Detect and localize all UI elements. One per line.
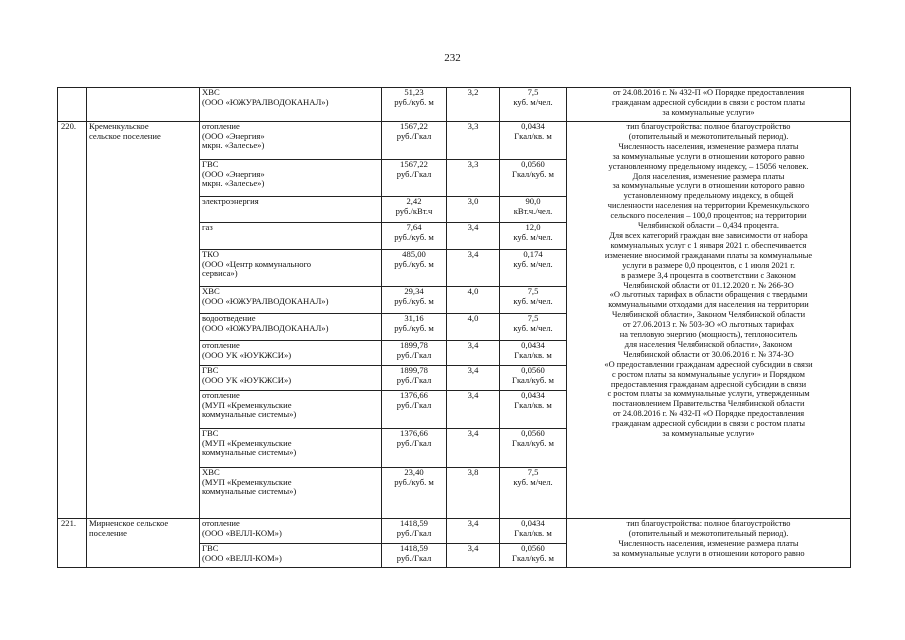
note-cell: тип благоустройства: полное благоустройство (отопительный и межотопительный период). Численность населения, изменение размера платы за коммунальные услуги в отношении которого равно установленному предельному индексу, – 15056 человек. Доля населения, изменение размера платы за коммунальные услуги в отношении которого равно установленному предельному индексу, в общей численности населения на территории Кременкульского сельского поселения – 100,0 процентов; на территории Челябинской области – 0,434 процента. Для всех категорий граждан вне зависимости от набора коммунальных услуг с 1 января 2021 г. обеспечивается изменение вносимой гражданами платы за коммунальные услуги в размере 0,0 процентов, с 1 июля 2021 г. в размере 3,4 процента в соответствии с Законом Челябинской области от 01.12.2020 г. № 266-ЗО «О льготных тарифах в области обращения с твердыми коммунальными отходами для населения на территории Челябинской области», Законом Челябинской области от 27.06.2013 г. № 503-ЗО «О льготных тарифах на тепловую энергию (мощность), теплоноситель для населения Челябинской области», Законом Челябинской области от 30.06.2016 г. № 374-ЗО «О предоставлении гражданам адресной субсидии в связи с ростом платы за коммунальные услуги» и Порядком предоставления гражданам адресной субсидии в связи с ростом платы за коммунальные услуги, утвержденным постановлением Правительства Челябинской области от 24.08.2016 г. № 432-П «О Порядке предоставления гражданам адресной субсидии в связи с ростом платы за коммунальные услуги» (567, 122, 851, 519)
index-cell: 3,3 (447, 122, 500, 160)
norm-cell: 7,5 куб. м/чел. (500, 88, 567, 122)
index-cell: 3,4 (447, 366, 500, 391)
settlement-number-cell (58, 88, 87, 122)
index-cell: 3,8 (447, 468, 500, 519)
norm-cell: 7,5 куб. м/чел. (500, 314, 567, 341)
service-cell: газ (200, 223, 382, 250)
norm-cell: 0,0560 Гкал/куб. м (500, 429, 567, 468)
service-cell: ХВС (ООО «ЮЖУРАЛВОДОКАНАЛ») (200, 287, 382, 314)
norm-cell: 0,174 куб. м/чел. (500, 250, 567, 287)
settlement-name-cell (87, 88, 200, 122)
service-cell: ГВС (ООО «ВЕЛЛ-КОМ») (200, 544, 382, 568)
index-cell: 4,0 (447, 287, 500, 314)
tariff-cell: 23,40 руб./куб. м (382, 468, 447, 519)
tariff-cell: 1567,22 руб./Гкал (382, 160, 447, 197)
tariff-cell: 51,23 руб./куб. м (382, 88, 447, 122)
index-cell: 4,0 (447, 314, 500, 341)
settlement-number: 221. (58, 519, 87, 568)
tariff-cell: 31,16 руб./куб. м (382, 314, 447, 341)
service-cell: ГВС (ООО «Энергия» мкрн. «Залесье») (200, 160, 382, 197)
tariff-cell: 1376,66 руб./Гкал (382, 391, 447, 429)
norm-cell: 7,5 куб. м/чел. (500, 287, 567, 314)
norm-cell: 0,0434 Гкал/кв. м (500, 122, 567, 160)
settlement-name: Мирненское сельское поселение (87, 519, 200, 568)
norm-cell: 0,0560 Гкал/куб. м (500, 366, 567, 391)
service-cell: отопление (ООО УК «ЮУКЖСИ») (200, 341, 382, 366)
service-cell: электроэнергия (200, 197, 382, 223)
settlement-number: 220. (58, 122, 87, 519)
norm-cell: 0,0434 Гкал/кв. м (500, 519, 567, 544)
tariff-table (57, 87, 851, 568)
tariff-cell: 485,00 руб./куб. м (382, 250, 447, 287)
note-cell: от 24.08.2016 г. № 432-П «О Порядке предоставления гражданам адресной субсидии в связи с ростом платы за коммунальные услуги» (567, 88, 851, 122)
norm-cell: 7,5 куб. м/чел. (500, 468, 567, 519)
tariff-cell: 1418,59 руб./Гкал (382, 544, 447, 568)
service-cell: отопление (ООО «Энергия» мкрн. «Залесье») (200, 122, 382, 160)
index-cell: 3,2 (447, 88, 500, 122)
norm-cell: 0,0434 Гкал/кв. м (500, 341, 567, 366)
settlement-name: Кременкульское сельское поселение (87, 122, 200, 519)
service-cell: ХВС (МУП «Кременкульские коммунальные системы») (200, 468, 382, 519)
index-cell: 3,4 (447, 544, 500, 568)
page-number: 232 (444, 52, 461, 64)
norm-cell: 0,0434 Гкал/кв. м (500, 391, 567, 429)
tariff-cell: 29,34 руб./куб. м (382, 287, 447, 314)
index-cell: 3,3 (447, 160, 500, 197)
index-cell: 3,4 (447, 429, 500, 468)
tariff-cell: 7,64 руб./куб. м (382, 223, 447, 250)
index-cell: 3,4 (447, 223, 500, 250)
index-cell: 3,0 (447, 197, 500, 223)
norm-cell: 0,0560 Гкал/куб. м (500, 160, 567, 197)
service-cell: ГВС (МУП «Кременкульские коммунальные системы») (200, 429, 382, 468)
note-cell: тип благоустройства: полное благоустройство (отопительный и межотопительный период). Численность населения, изменение размера платы за коммунальные услуги в отношении которого равно (567, 519, 851, 568)
index-cell: 3,4 (447, 391, 500, 429)
tariff-cell: 1418,59 руб./Гкал (382, 519, 447, 544)
table-row (58, 519, 851, 544)
service-cell: ГВС (ООО УК «ЮУКЖСИ») (200, 366, 382, 391)
table-row (58, 88, 851, 122)
tariff-cell: 1567,22 руб./Гкал (382, 122, 447, 160)
table-row (58, 122, 851, 160)
tariff-cell: 1899,78 руб./Гкал (382, 366, 447, 391)
service-cell: водоотведение (ООО «ЮЖУРАЛВОДОКАНАЛ») (200, 314, 382, 341)
norm-cell: 90,0 кВт.ч./чел. (500, 197, 567, 223)
norm-cell: 0,0560 Гкал/куб. м (500, 544, 567, 568)
service-cell: ХВС (ООО «ЮЖУРАЛВОДОКАНАЛ») (200, 88, 382, 122)
norm-cell: 12,0 куб. м/чел. (500, 223, 567, 250)
service-cell: ТКО (ООО «Центр коммунального сервиса») (200, 250, 382, 287)
tariff-cell: 1899,78 руб./Гкал (382, 341, 447, 366)
tariff-cell: 1376,66 руб./Гкал (382, 429, 447, 468)
index-cell: 3,4 (447, 519, 500, 544)
index-cell: 3,4 (447, 341, 500, 366)
service-cell: отопление (ООО «ВЕЛЛ-КОМ») (200, 519, 382, 544)
service-cell: отопление (МУП «Кременкульские коммунальные системы») (200, 391, 382, 429)
tariff-cell: 2,42 руб./кВт.ч (382, 197, 447, 223)
index-cell: 3,4 (447, 250, 500, 287)
